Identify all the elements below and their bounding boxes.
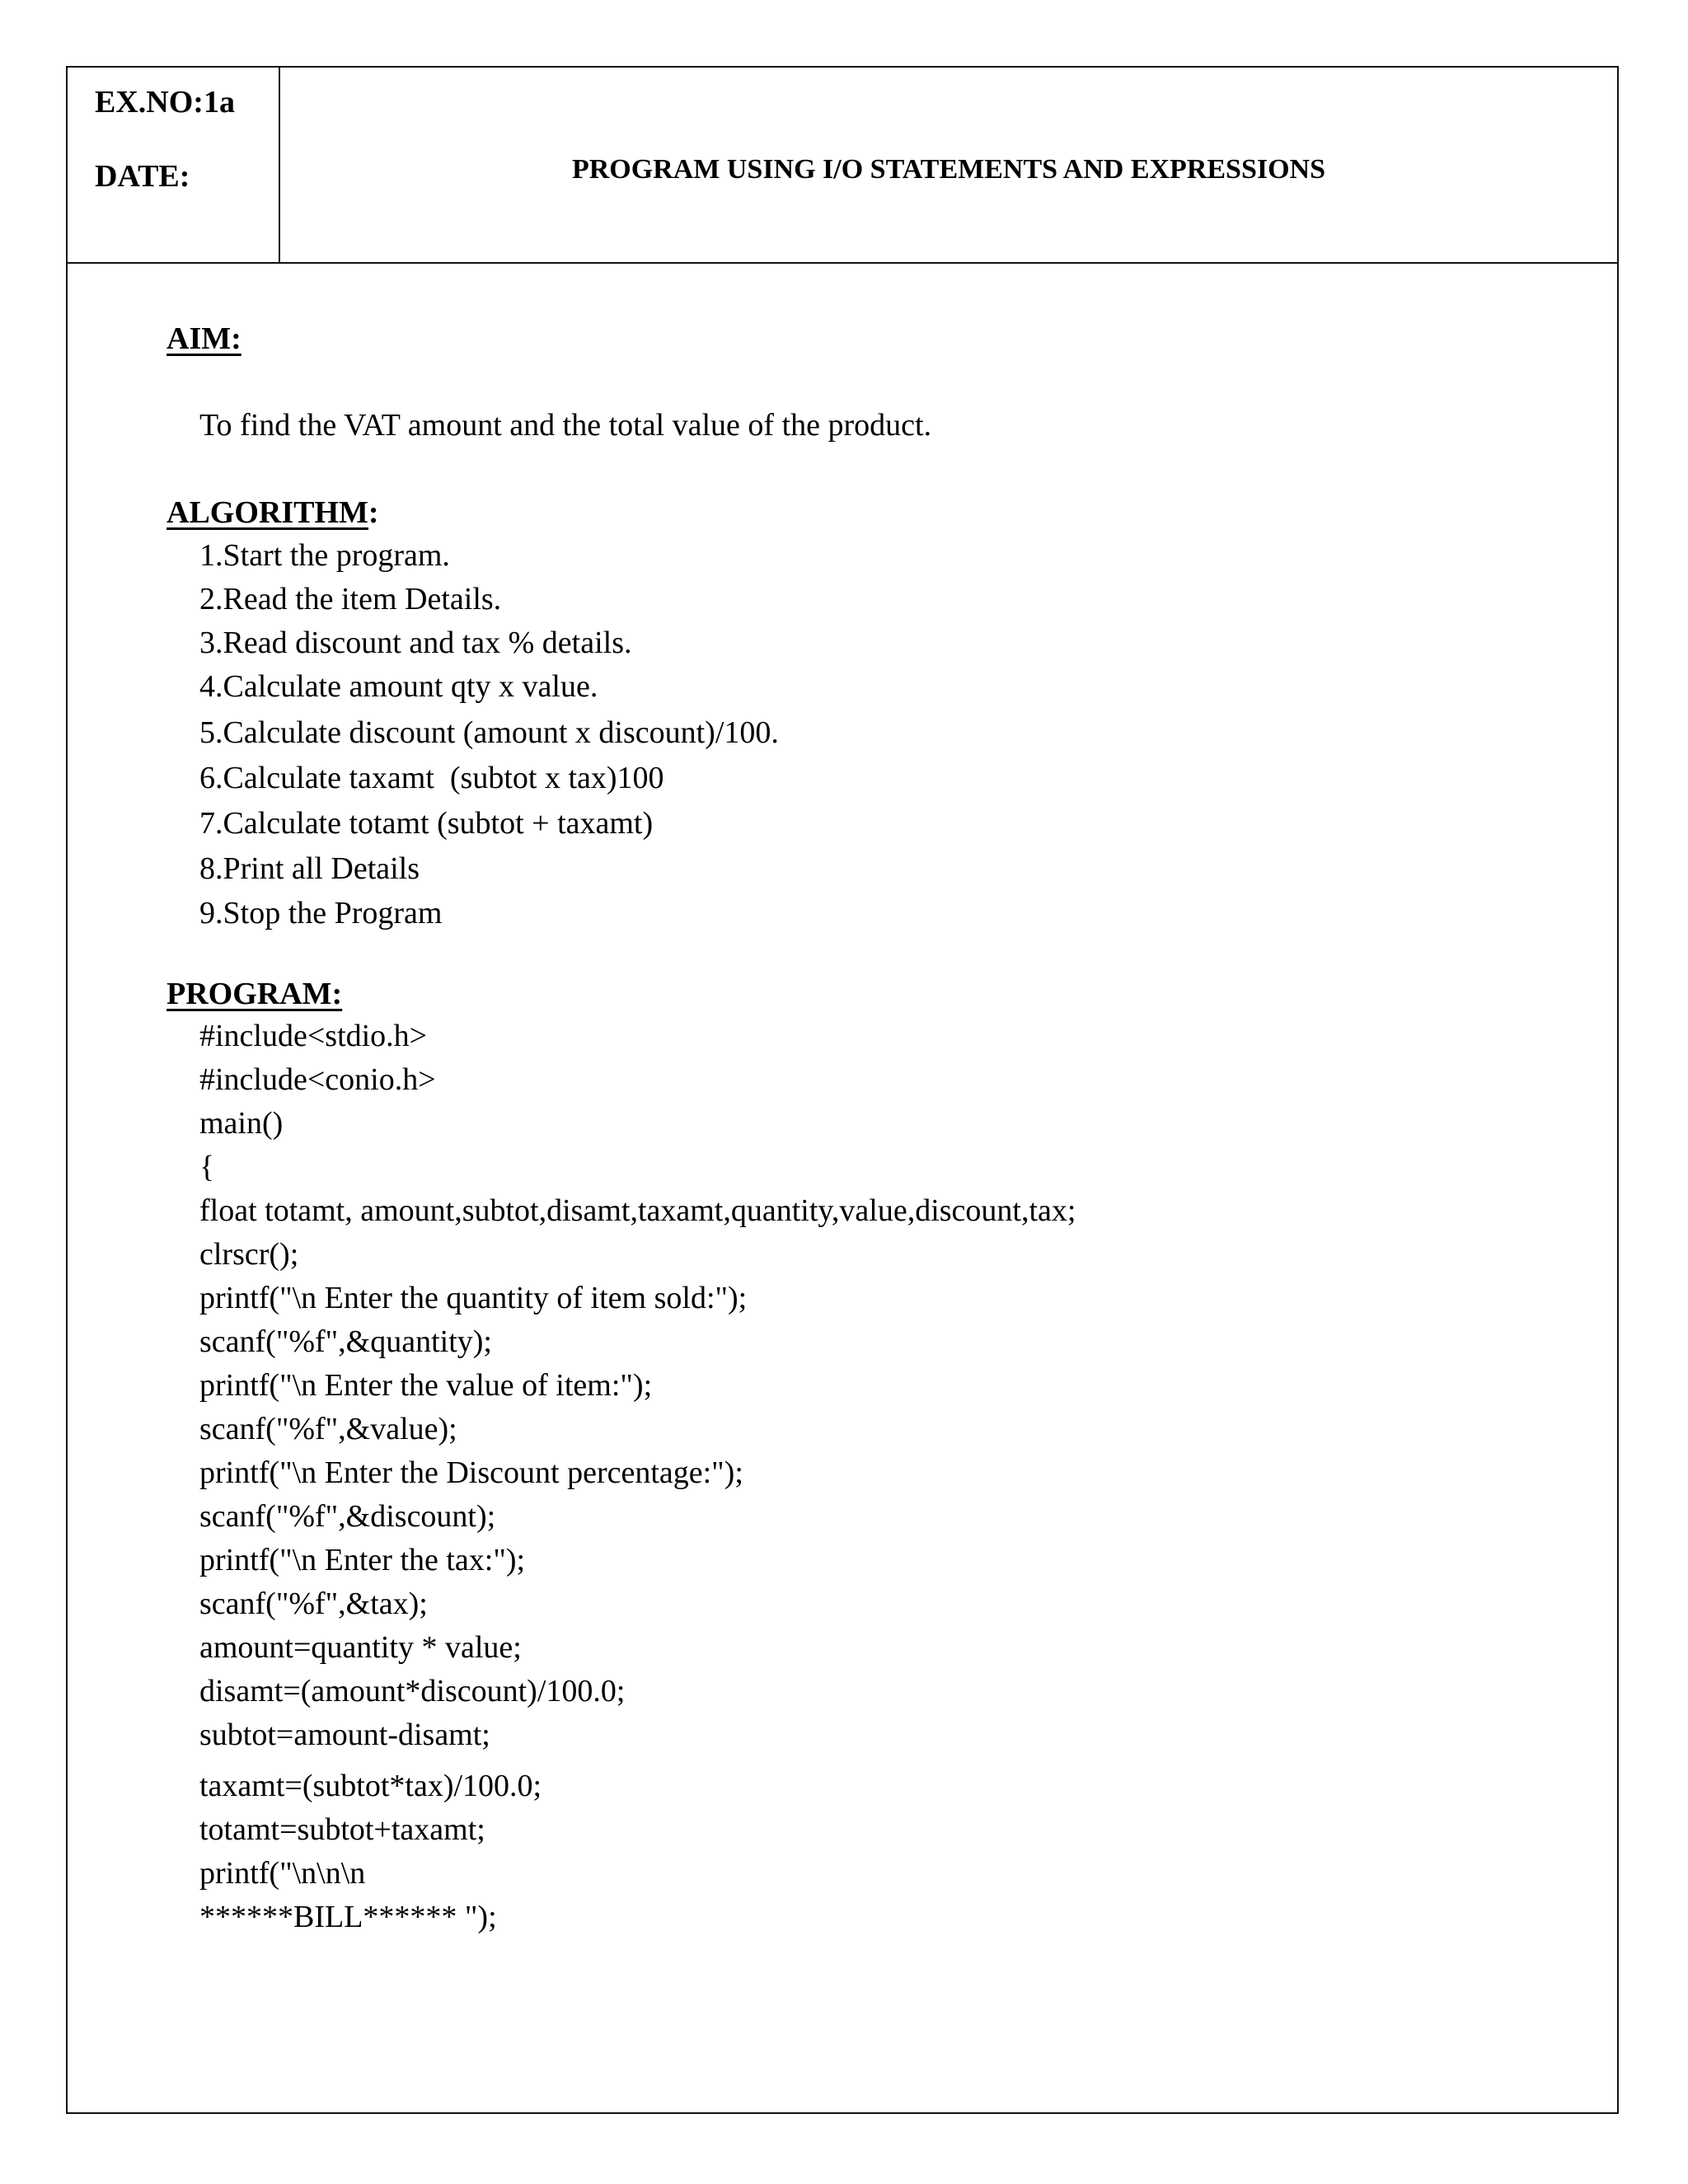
algorithm-step: 4.Calculate amount qty x value. (199, 669, 598, 704)
date-label: DATE: (95, 159, 190, 194)
code-line: totamt=subtot+taxamt; (199, 1812, 485, 1847)
program-heading-text: PROGRAM: (166, 977, 343, 1011)
algorithm-step: 6.Calculate taxamt (subtot x tax)100 (199, 761, 664, 795)
algorithm-step: 9.Stop the Program (199, 896, 443, 930)
code-line: disamt=(amount*discount)/100.0; (199, 1674, 626, 1708)
header-left-cell (68, 68, 280, 262)
algorithm-step: 2.Read the item Details. (199, 582, 502, 616)
code-line: printf("\n Enter the quantity of item sold:"); (199, 1281, 748, 1315)
code-line: amount=quantity * value; (199, 1630, 522, 1665)
code-line: #include<stdio.h> (199, 1019, 428, 1053)
code-line: scanf("%f",&discount); (199, 1499, 496, 1534)
code-line: ******BILL****** "); (199, 1900, 497, 1934)
code-line: scanf("%f",&value); (199, 1412, 457, 1446)
program-heading (166, 976, 342, 1012)
code-line: { (199, 1150, 215, 1184)
code-line: clrscr(); (199, 1237, 299, 1272)
aim-text: To find the VAT amount and the total value of the product. (199, 408, 932, 443)
code-line: #include<conio.h> (199, 1062, 436, 1097)
code-line: main() (199, 1106, 284, 1141)
code-line: taxamt=(subtot*tax)/100.0; (199, 1769, 542, 1803)
exercise-number: EX.NO:1a (95, 85, 235, 120)
algorithm-step: 7.Calculate totamt (subtot + taxamt) (199, 806, 654, 841)
page-title: PROGRAM USING I/O STATEMENTS AND EXPRESSIONS (571, 154, 1326, 185)
algorithm-heading-text: ALGORITHM (166, 495, 368, 530)
algorithm-step: 5.Calculate discount (amount x discount)/100. (199, 715, 779, 750)
code-line: scanf("%f",&quantity); (199, 1324, 492, 1359)
aim-heading-text: AIM: (166, 321, 241, 356)
code-line: printf("\n Enter the tax:"); (199, 1543, 526, 1577)
algorithm-step: 1.Start the program. (199, 538, 450, 573)
header-table (68, 68, 1617, 264)
code-line: scanf("%f",&tax); (199, 1586, 428, 1621)
code-line: printf("\n Enter the Discount percentage:"); (199, 1455, 743, 1490)
algorithm-heading-colon: : (368, 495, 379, 530)
code-line: subtot=amount-disamt; (199, 1718, 490, 1752)
algorithm-step: 8.Print all Details (199, 851, 420, 886)
code-line: float totamt, amount,subtot,disamt,taxamt,quantity,value,discount,tax; (199, 1193, 1076, 1228)
algorithm-heading (166, 494, 379, 531)
code-line: printf("\n Enter the value of item:"); (199, 1368, 653, 1403)
aim-heading (166, 321, 241, 357)
document-sheet (66, 66, 1619, 2114)
algorithm-step: 3.Read discount and tax % details. (199, 626, 632, 660)
code-line: printf("\n\n\n (199, 1856, 366, 1891)
